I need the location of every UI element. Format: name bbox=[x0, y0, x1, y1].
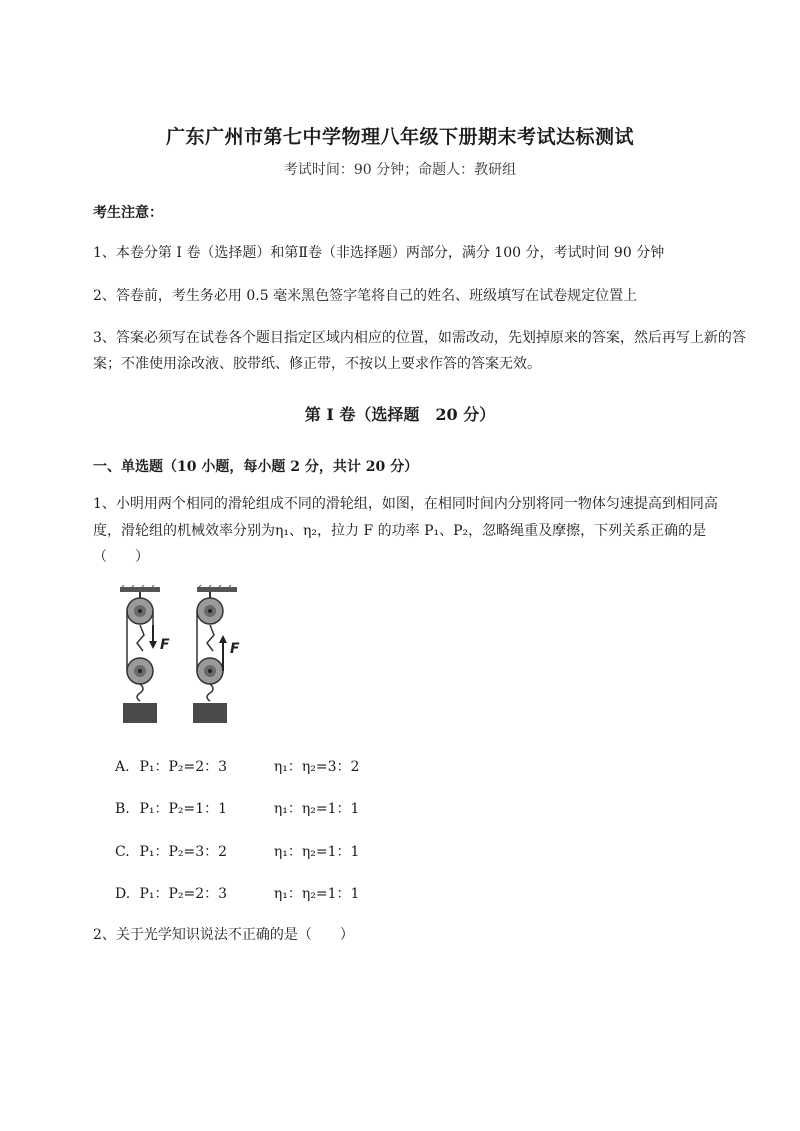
notice-heading: 考生注意： bbox=[93, 205, 163, 221]
option-power-ratio: P₁：P₂=2：3 bbox=[139, 759, 228, 775]
force-label-right: F bbox=[230, 641, 240, 657]
option-b[interactable] bbox=[115, 798, 359, 818]
option-label: C. bbox=[115, 844, 130, 860]
section-title: 第 I 卷（选择题 20 分） bbox=[304, 405, 496, 424]
force-label-left: F bbox=[160, 637, 170, 653]
exam-info: 考试时间：90 分钟；命题人：教研组 bbox=[283, 162, 517, 178]
notice-item: 1、本卷分第 I 卷（选择题）和第Ⅱ卷（非选择题）两部分，满分 100 分，考试时间 90 分钟 bbox=[93, 245, 665, 261]
pulley-figure bbox=[110, 585, 260, 730]
option-a[interactable] bbox=[115, 756, 359, 776]
option-label: A. bbox=[115, 759, 130, 775]
option-efficiency-ratio: η₁：η₂=1：1 bbox=[273, 886, 360, 902]
question-1-line-1: 1、小明用两个相同的滑轮组成不同的滑轮组，如图，在相同时间内分别将同一物体匀速提高到相同高 bbox=[93, 496, 718, 512]
pulley-diagram bbox=[110, 585, 260, 730]
question-1-line-2: 度，滑轮组的机械效率分别为η₁、η₂，拉力 F 的功率 P₁、P₂，忽略绳重及摩擦，下列关系正确的是 bbox=[93, 523, 707, 539]
option-efficiency-ratio: η₁：η₂=1：1 bbox=[273, 801, 360, 817]
option-power-ratio: P₁：P₂=1：1 bbox=[139, 801, 228, 817]
part-heading: 一、单选题（10 小题，每小题 2 分，共计 20 分） bbox=[93, 459, 419, 475]
notice-item: 3、答案必须写在试卷各个题目指定区域内相应的位置，如需改动，先划掉原来的答案，然后再写上新的答案；不准使用涂改液、胶带纸、修正带，不按以上要求作答的答案无效。 bbox=[93, 330, 746, 372]
option-power-ratio: P₁：P₂=3：2 bbox=[139, 844, 228, 860]
option-label: D. bbox=[115, 886, 131, 902]
option-power-ratio: P₁：P₂=2：3 bbox=[139, 886, 228, 902]
option-efficiency-ratio: η₁：η₂=3：2 bbox=[273, 759, 360, 775]
pulley-system-left bbox=[120, 585, 160, 723]
option-d[interactable] bbox=[115, 883, 359, 903]
page-title: 广东广州市第七中学物理八年级下册期末考试达标测试 bbox=[165, 126, 634, 148]
notice-item: 2、答卷前，考生务必用 0.5 毫米黑色签字笔将自己的姓名、班级填写在试卷规定位置上 bbox=[93, 288, 638, 304]
option-label: B. bbox=[115, 801, 130, 817]
question-2-stem: 2、关于光学知识说法不正确的是（ ） bbox=[93, 927, 354, 943]
option-efficiency-ratio: η₁：η₂=1：1 bbox=[273, 844, 360, 860]
question-1-line-3: （ ） bbox=[93, 549, 149, 565]
option-c[interactable] bbox=[115, 841, 359, 861]
